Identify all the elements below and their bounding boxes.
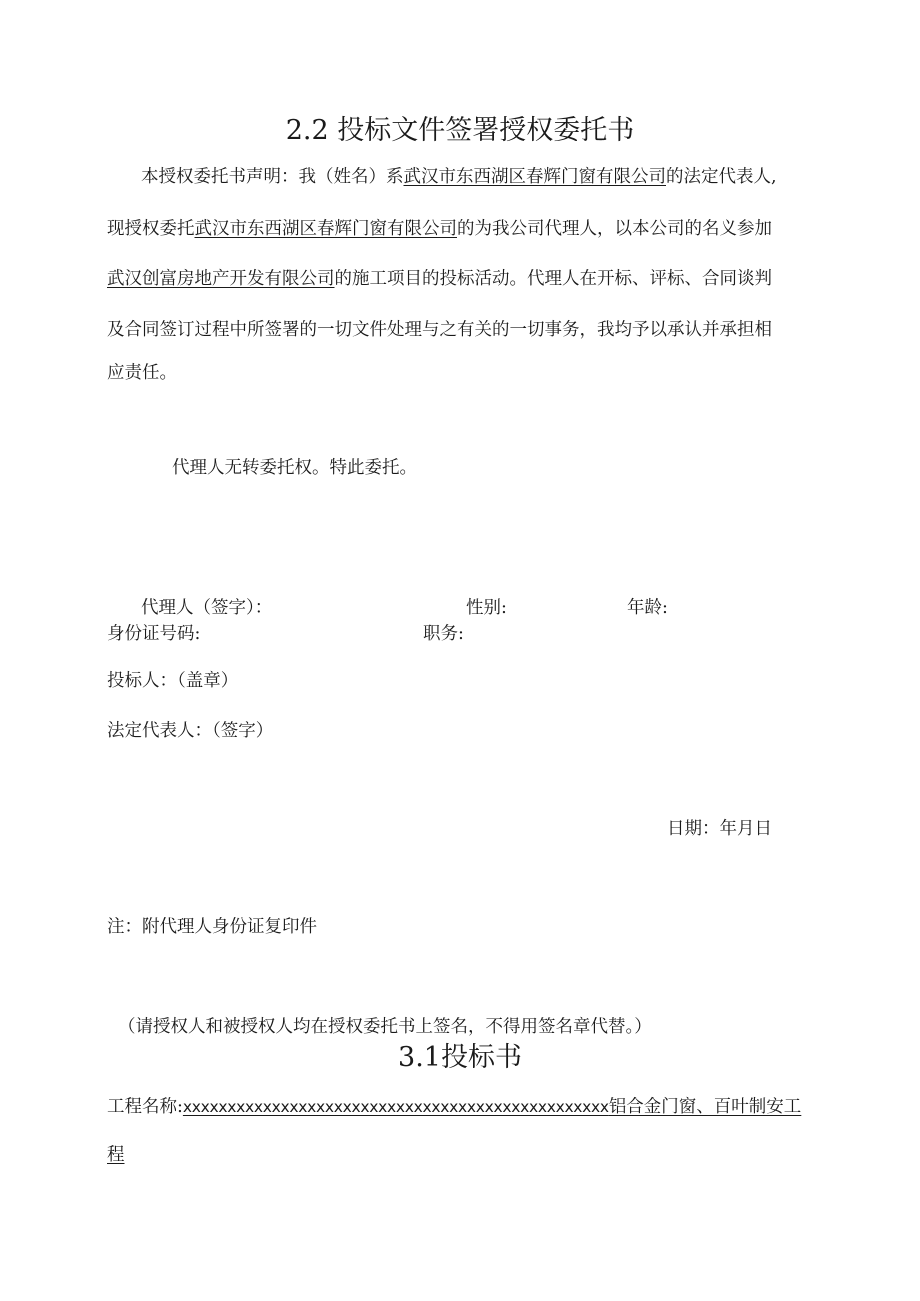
para-line-3 xyxy=(107,265,772,290)
id-number-label: 身份证号码: xyxy=(107,624,201,644)
date-label: 日期：年月日 xyxy=(667,819,772,839)
project-name-line xyxy=(107,1093,801,1118)
position-label: 职务: xyxy=(423,624,464,644)
client-name: 武汉创富房地产开发有限公司 xyxy=(107,269,335,289)
project-placeholder: xxxxxxxxxxxxxxxxxxxxxxxxxxxxxxxxxxxxxxxxxxxxxxxx xyxy=(182,1098,609,1116)
company-name: 武汉市东西湖区春辉门窗有限公司 xyxy=(403,167,666,187)
text: 本授权委托书声明：我（姓名）系 xyxy=(141,167,404,187)
agent-signature-label: 代理人（签字）： xyxy=(141,598,273,618)
section-title: 2.2 投标文件签署授权委托书 xyxy=(285,115,635,146)
legal-rep-signature-label: 法定代表人：（签字） xyxy=(107,721,274,741)
project-name-continuation xyxy=(107,1141,125,1166)
attachment-note: 注：附代理人身份证复印件 xyxy=(107,917,317,937)
text: 现授权委托 xyxy=(107,219,195,239)
signing-instruction: （请授权人和被授权人均在授权委托书上签名，不得用签名章代替。） xyxy=(118,1017,652,1037)
project-name-label: 工程名称: xyxy=(107,1097,183,1117)
text: 的法定代表人, xyxy=(666,167,777,187)
bid-letter-title: 3.1投标书 xyxy=(398,1042,522,1073)
gender-label: 性别: xyxy=(466,598,507,618)
age-label: 年龄: xyxy=(627,598,668,618)
bidder-seal-label: 投标人：（盖章） xyxy=(107,671,239,691)
project-name-value xyxy=(183,1097,801,1117)
no-transfer-statement: 代理人无转委托权。特此委托。 xyxy=(172,458,417,478)
text: 的为我公司代理人，以本公司的名义参加 xyxy=(457,219,772,239)
text: 的施工项目的投标活动。代理人在开标、评标、合同谈判 xyxy=(334,269,772,289)
project-name-text: 程 xyxy=(107,1145,125,1165)
project-name-text: 铝合金门窗、百叶制安工 xyxy=(608,1097,802,1117)
company-name: 武汉市东西湖区春辉门窗有限公司 xyxy=(194,219,457,239)
para-line-2 xyxy=(107,215,772,240)
para-line-1 xyxy=(141,163,777,188)
authorization-paragraph xyxy=(107,163,819,393)
para-line-5: 应责任。 xyxy=(107,363,177,383)
para-line-4: 及合同签订过程中所签署的一切文件处理与之有关的一切事务，我均予以承认并承担相 xyxy=(107,320,772,340)
